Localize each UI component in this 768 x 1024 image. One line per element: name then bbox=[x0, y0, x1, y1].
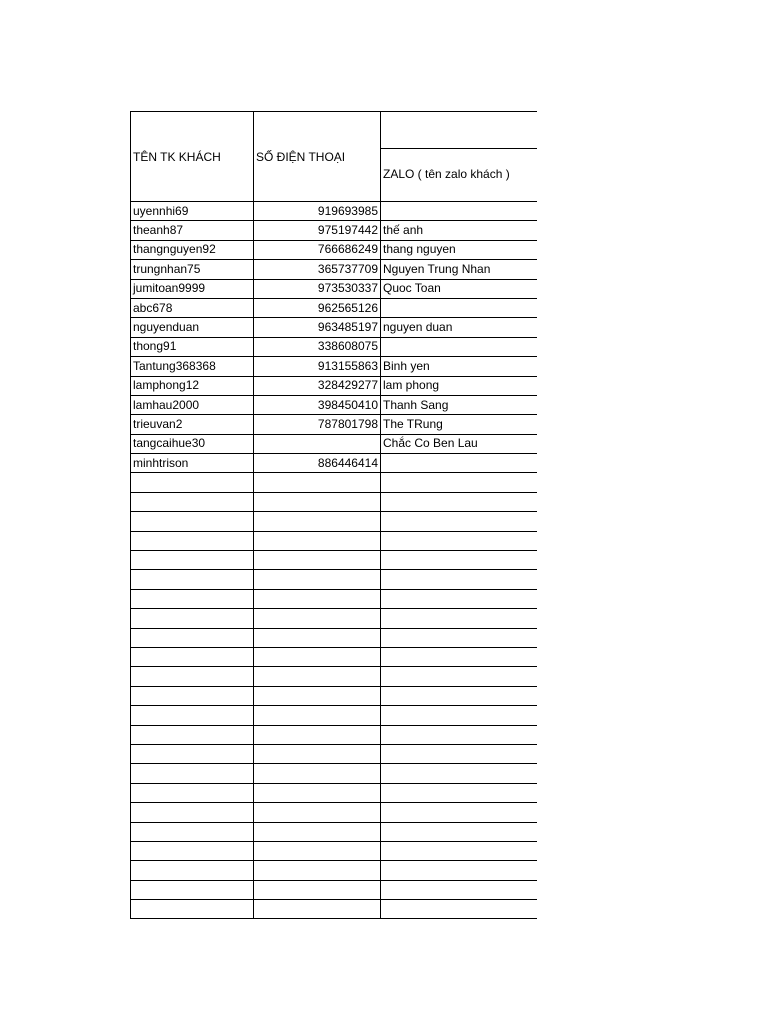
empty-cell[interactable] bbox=[254, 764, 381, 783]
name-cell[interactable]: trieuvan2 bbox=[131, 415, 254, 434]
table-row bbox=[131, 376, 537, 395]
name-cell[interactable]: minhtrison bbox=[131, 454, 254, 473]
empty-cell[interactable] bbox=[131, 822, 254, 841]
zalo-cell[interactable]: thang nguyen bbox=[381, 240, 537, 259]
zalo-cell[interactable]: thế anh bbox=[381, 221, 537, 240]
name-cell[interactable]: thangnguyen92 bbox=[131, 240, 254, 259]
empty-row bbox=[131, 841, 537, 860]
empty-cell[interactable] bbox=[254, 667, 381, 686]
empty-cell[interactable] bbox=[381, 822, 537, 841]
phone-cell[interactable]: 398450410 bbox=[254, 395, 381, 414]
table-row bbox=[131, 395, 537, 414]
empty-cell[interactable] bbox=[254, 609, 381, 628]
customer-table bbox=[130, 111, 537, 919]
table-row bbox=[131, 279, 537, 298]
empty-cell[interactable] bbox=[381, 686, 537, 705]
name-cell[interactable]: nguyenduan bbox=[131, 318, 254, 337]
empty-row bbox=[131, 512, 537, 531]
zalo-cell[interactable]: Quoc Toan bbox=[381, 279, 537, 298]
empty-cell[interactable] bbox=[254, 551, 381, 570]
empty-cell[interactable] bbox=[381, 841, 537, 860]
table-row bbox=[131, 337, 537, 356]
empty-row bbox=[131, 861, 537, 880]
name-cell[interactable]: Tantung368368 bbox=[131, 357, 254, 376]
empty-row bbox=[131, 706, 537, 725]
empty-row bbox=[131, 628, 537, 647]
name-cell[interactable]: trungnhan75 bbox=[131, 260, 254, 279]
phone-cell[interactable]: 766686249 bbox=[254, 240, 381, 259]
empty-row bbox=[131, 803, 537, 822]
header-zalo-cell bbox=[381, 149, 537, 202]
empty-cell[interactable] bbox=[381, 512, 537, 531]
empty-cell[interactable] bbox=[131, 725, 254, 744]
name-cell[interactable]: jumitoan9999 bbox=[131, 279, 254, 298]
empty-cell[interactable] bbox=[254, 900, 381, 919]
empty-cell[interactable] bbox=[131, 667, 254, 686]
empty-cell[interactable] bbox=[381, 609, 537, 628]
empty-cell[interactable] bbox=[254, 492, 381, 511]
empty-cell[interactable] bbox=[254, 570, 381, 589]
empty-cell[interactable] bbox=[131, 764, 254, 783]
empty-cell[interactable] bbox=[381, 492, 537, 511]
table-row bbox=[131, 454, 537, 473]
empty-row bbox=[131, 551, 537, 570]
empty-cell[interactable] bbox=[381, 628, 537, 647]
empty-row bbox=[131, 900, 537, 919]
empty-cell[interactable] bbox=[131, 900, 254, 919]
phone-cell[interactable]: 913155863 bbox=[254, 357, 381, 376]
empty-cell[interactable] bbox=[254, 744, 381, 763]
empty-cell[interactable] bbox=[381, 667, 537, 686]
empty-cell[interactable] bbox=[254, 531, 381, 550]
empty-cell[interactable] bbox=[254, 647, 381, 666]
empty-cell[interactable] bbox=[131, 783, 254, 802]
empty-cell[interactable] bbox=[131, 512, 254, 531]
zalo-cell[interactable]: The TRung bbox=[381, 415, 537, 434]
empty-cell[interactable] bbox=[131, 841, 254, 860]
zalo-cell[interactable] bbox=[381, 337, 537, 356]
empty-row bbox=[131, 783, 537, 802]
empty-cell[interactable] bbox=[381, 900, 537, 919]
empty-cell[interactable] bbox=[381, 473, 537, 492]
empty-cell[interactable] bbox=[131, 880, 254, 899]
empty-cell[interactable] bbox=[254, 841, 381, 860]
table-row bbox=[131, 318, 537, 337]
table-row bbox=[131, 240, 537, 259]
empty-row bbox=[131, 589, 537, 608]
empty-row bbox=[131, 725, 537, 744]
phone-cell[interactable]: 975197442 bbox=[254, 221, 381, 240]
zalo-cell[interactable] bbox=[381, 454, 537, 473]
table-row bbox=[131, 357, 537, 376]
empty-cell[interactable] bbox=[131, 686, 254, 705]
header-zalo-top-cell bbox=[381, 112, 537, 149]
empty-cell[interactable] bbox=[131, 531, 254, 550]
name-cell[interactable]: lamhau2000 bbox=[131, 395, 254, 414]
phone-cell[interactable]: 787801798 bbox=[254, 415, 381, 434]
phone-cell[interactable]: 919693985 bbox=[254, 202, 381, 221]
empty-cell[interactable] bbox=[131, 473, 254, 492]
empty-cell[interactable] bbox=[254, 706, 381, 725]
empty-cell[interactable] bbox=[254, 473, 381, 492]
table-row bbox=[131, 260, 537, 279]
zalo-cell[interactable]: Chắc Co Ben Lau bbox=[381, 434, 537, 453]
empty-row bbox=[131, 609, 537, 628]
header-name: TÊN TK KHÁCH bbox=[131, 112, 254, 202]
zalo-cell[interactable]: Thanh Sang bbox=[381, 395, 537, 414]
name-cell[interactable]: lamphong12 bbox=[131, 376, 254, 395]
phone-cell[interactable]: 328429277 bbox=[254, 376, 381, 395]
empty-cell[interactable] bbox=[131, 706, 254, 725]
empty-cell[interactable] bbox=[131, 647, 254, 666]
table-row bbox=[131, 202, 537, 221]
empty-cell[interactable] bbox=[381, 570, 537, 589]
empty-row bbox=[131, 686, 537, 705]
empty-cell[interactable] bbox=[254, 803, 381, 822]
zalo-cell[interactable]: Binh yen bbox=[381, 357, 537, 376]
empty-cell[interactable] bbox=[254, 861, 381, 880]
phone-cell[interactable]: 973530337 bbox=[254, 279, 381, 298]
zalo-cell[interactable] bbox=[381, 202, 537, 221]
empty-row bbox=[131, 764, 537, 783]
phone-cell[interactable]: 338608075 bbox=[254, 337, 381, 356]
name-cell[interactable]: uyennhi69 bbox=[131, 202, 254, 221]
empty-row bbox=[131, 667, 537, 686]
empty-cell[interactable] bbox=[131, 861, 254, 880]
empty-cell[interactable] bbox=[131, 589, 254, 608]
phone-cell[interactable]: 886446414 bbox=[254, 454, 381, 473]
table-row bbox=[131, 298, 537, 317]
header-row-top bbox=[131, 112, 537, 149]
empty-cell[interactable] bbox=[131, 744, 254, 763]
name-cell[interactable]: abc678 bbox=[131, 298, 254, 317]
phone-cell[interactable] bbox=[254, 434, 381, 453]
empty-row bbox=[131, 744, 537, 763]
empty-cell[interactable] bbox=[381, 764, 537, 783]
header-zalo: ZALO ( tên zalo khách ) bbox=[383, 167, 510, 181]
empty-cell[interactable] bbox=[381, 531, 537, 550]
name-cell[interactable]: tangcaihue30 bbox=[131, 434, 254, 453]
zalo-cell[interactable]: Nguyen Trung Nhan bbox=[381, 260, 537, 279]
empty-cell[interactable] bbox=[254, 628, 381, 647]
header-phone: SỐ ĐIỆN THOẠI bbox=[254, 112, 381, 202]
empty-cell[interactable] bbox=[381, 647, 537, 666]
empty-cell[interactable] bbox=[381, 706, 537, 725]
empty-cell[interactable] bbox=[131, 609, 254, 628]
phone-cell[interactable]: 963485197 bbox=[254, 318, 381, 337]
empty-cell[interactable] bbox=[381, 725, 537, 744]
empty-row bbox=[131, 570, 537, 589]
empty-cell[interactable] bbox=[131, 570, 254, 589]
empty-row bbox=[131, 647, 537, 666]
phone-cell[interactable]: 962565126 bbox=[254, 298, 381, 317]
empty-cell[interactable] bbox=[254, 822, 381, 841]
empty-cell[interactable] bbox=[131, 492, 254, 511]
empty-cell[interactable] bbox=[381, 744, 537, 763]
empty-row bbox=[131, 473, 537, 492]
empty-row bbox=[131, 880, 537, 899]
empty-cell[interactable] bbox=[254, 725, 381, 744]
zalo-cell[interactable]: lam phong bbox=[381, 376, 537, 395]
zalo-cell[interactable] bbox=[381, 298, 537, 317]
empty-row bbox=[131, 492, 537, 511]
empty-cell[interactable] bbox=[381, 803, 537, 822]
table-row bbox=[131, 221, 537, 240]
empty-cell[interactable] bbox=[254, 512, 381, 531]
zalo-cell[interactable]: nguyen duan bbox=[381, 318, 537, 337]
empty-cell[interactable] bbox=[254, 880, 381, 899]
empty-row bbox=[131, 531, 537, 550]
name-cell[interactable]: thong91 bbox=[131, 337, 254, 356]
spreadsheet bbox=[130, 111, 537, 919]
phone-cell[interactable]: 365737709 bbox=[254, 260, 381, 279]
empty-cell[interactable] bbox=[254, 783, 381, 802]
empty-row bbox=[131, 822, 537, 841]
table-row bbox=[131, 415, 537, 434]
empty-cell[interactable] bbox=[254, 686, 381, 705]
name-cell[interactable]: theanh87 bbox=[131, 221, 254, 240]
empty-cell[interactable] bbox=[131, 551, 254, 570]
empty-cell[interactable] bbox=[381, 861, 537, 880]
empty-cell[interactable] bbox=[254, 589, 381, 608]
empty-cell[interactable] bbox=[381, 783, 537, 802]
empty-cell[interactable] bbox=[381, 880, 537, 899]
empty-cell[interactable] bbox=[131, 803, 254, 822]
empty-cell[interactable] bbox=[381, 551, 537, 570]
empty-cell[interactable] bbox=[381, 589, 537, 608]
empty-cell[interactable] bbox=[131, 628, 254, 647]
table-row bbox=[131, 434, 537, 453]
